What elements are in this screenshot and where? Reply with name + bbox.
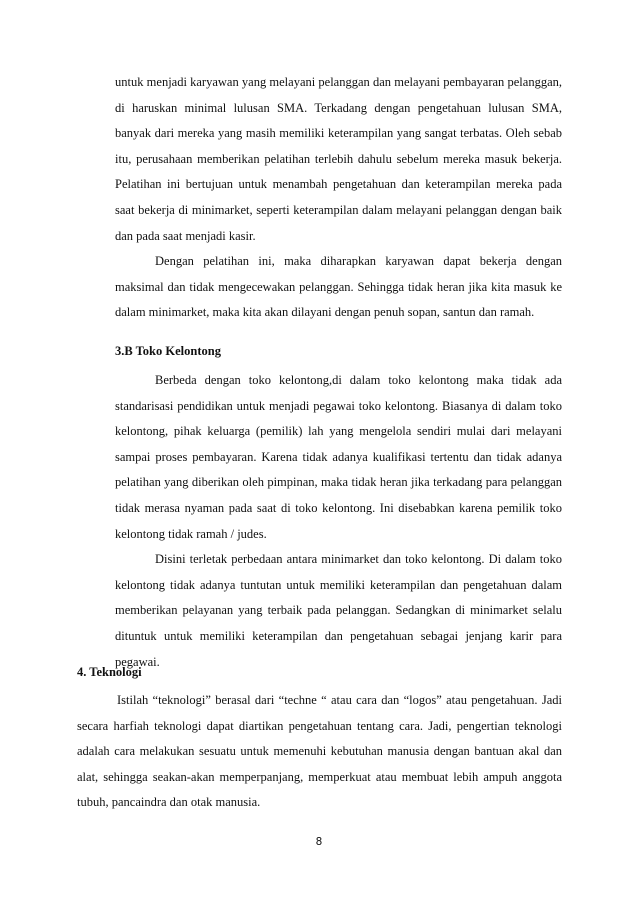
section-heading: 3.B Toko Kelontong — [115, 344, 221, 358]
section-toko-kelontong-text — [115, 368, 562, 675]
paragraph: Istilah “teknologi” berasal dari “techne “ atau cara dan “logos” atau pengetahuan. Jadi secara harfiah teknologi dapat diartikan pengetahuan tentang cara. Jadi, pengertian teknologi adalah cara melakukan sesuatu untuk memenuhi kebutuhan manusia dengan bantuan akal dan alat, sehingga seakan-akan memperpanjang, memperkuat atau membuat lebih ampuh anggota tubuh, pancaindra dan otak manusia. — [77, 693, 562, 810]
section-heading: 4. Teknologi — [77, 665, 142, 679]
paragraph: Dengan pelatihan ini, maka diharapkan karyawan dapat bekerja dengan maksimal dan tidak mengecewakan pelanggan. Sehingga tidak heran jika kita masuk ke dalam minimarket, maka kita akan dilayani dengan penuh sopan, santun dan ramah. — [115, 254, 562, 320]
section-teknologi-text — [77, 688, 562, 816]
paragraph: Disini terletak perbedaan antara minimarket dan toko kelontong. Di dalam toko kelontong tidak adanya tuntutan untuk memiliki keterampilan dan pengetahuan dalam memberikan pelayanan yang terbaik pada pelanggan. Sedangkan di minimarket selalu dituntuk untuk memiliki keterampilan dan pengetahuan sebagai jenjang karir para pegawai. — [115, 552, 562, 669]
page-number: 8 — [315, 836, 323, 848]
paragraph: untuk menjadi karyawan yang melayani pelanggan dan melayani pembayaran pelanggan, di haruskan minimal lulusan SMA. Terkadang dengan pengetahuan lulusan SMA, banyak dari mereka yang masih memiliki keterampilan yang sangat terbatas. Oleh sebab itu, perusahaan memberikan pelatihan terlebih dahulu sebelum mereka masuk bekerja. Pelatihan ini bertujuan untuk menambah pengetahuan dan keterampilan mereka pada saat bekerja di minimarket, seperti keterampilan dalam melayani pelanggan dengan baik dan pada saat menjadi kasir. — [115, 75, 562, 243]
section-minimarket-text — [115, 70, 562, 326]
paragraph: Berbeda dengan toko kelontong,di dalam toko kelontong maka tidak ada standarisasi pendidikan untuk menjadi pegawai toko kelontong. Biasanya di dalam toko kelontong, pihak keluarga (pemilik) lah yang mengelola sendiri mulai dari melayani sampai proses pembayaran. Karena tidak adanya kualifikasi tertentu dan tidak adanya pelatihan yang diberikan oleh pimpinan, maka tidak heran jika terkadang para pelanggan tidak merasa nyaman pada saat di toko kelontong. Ini disebabkan karena pemilik toko kelontong tidak ramah / judes. — [115, 373, 562, 541]
